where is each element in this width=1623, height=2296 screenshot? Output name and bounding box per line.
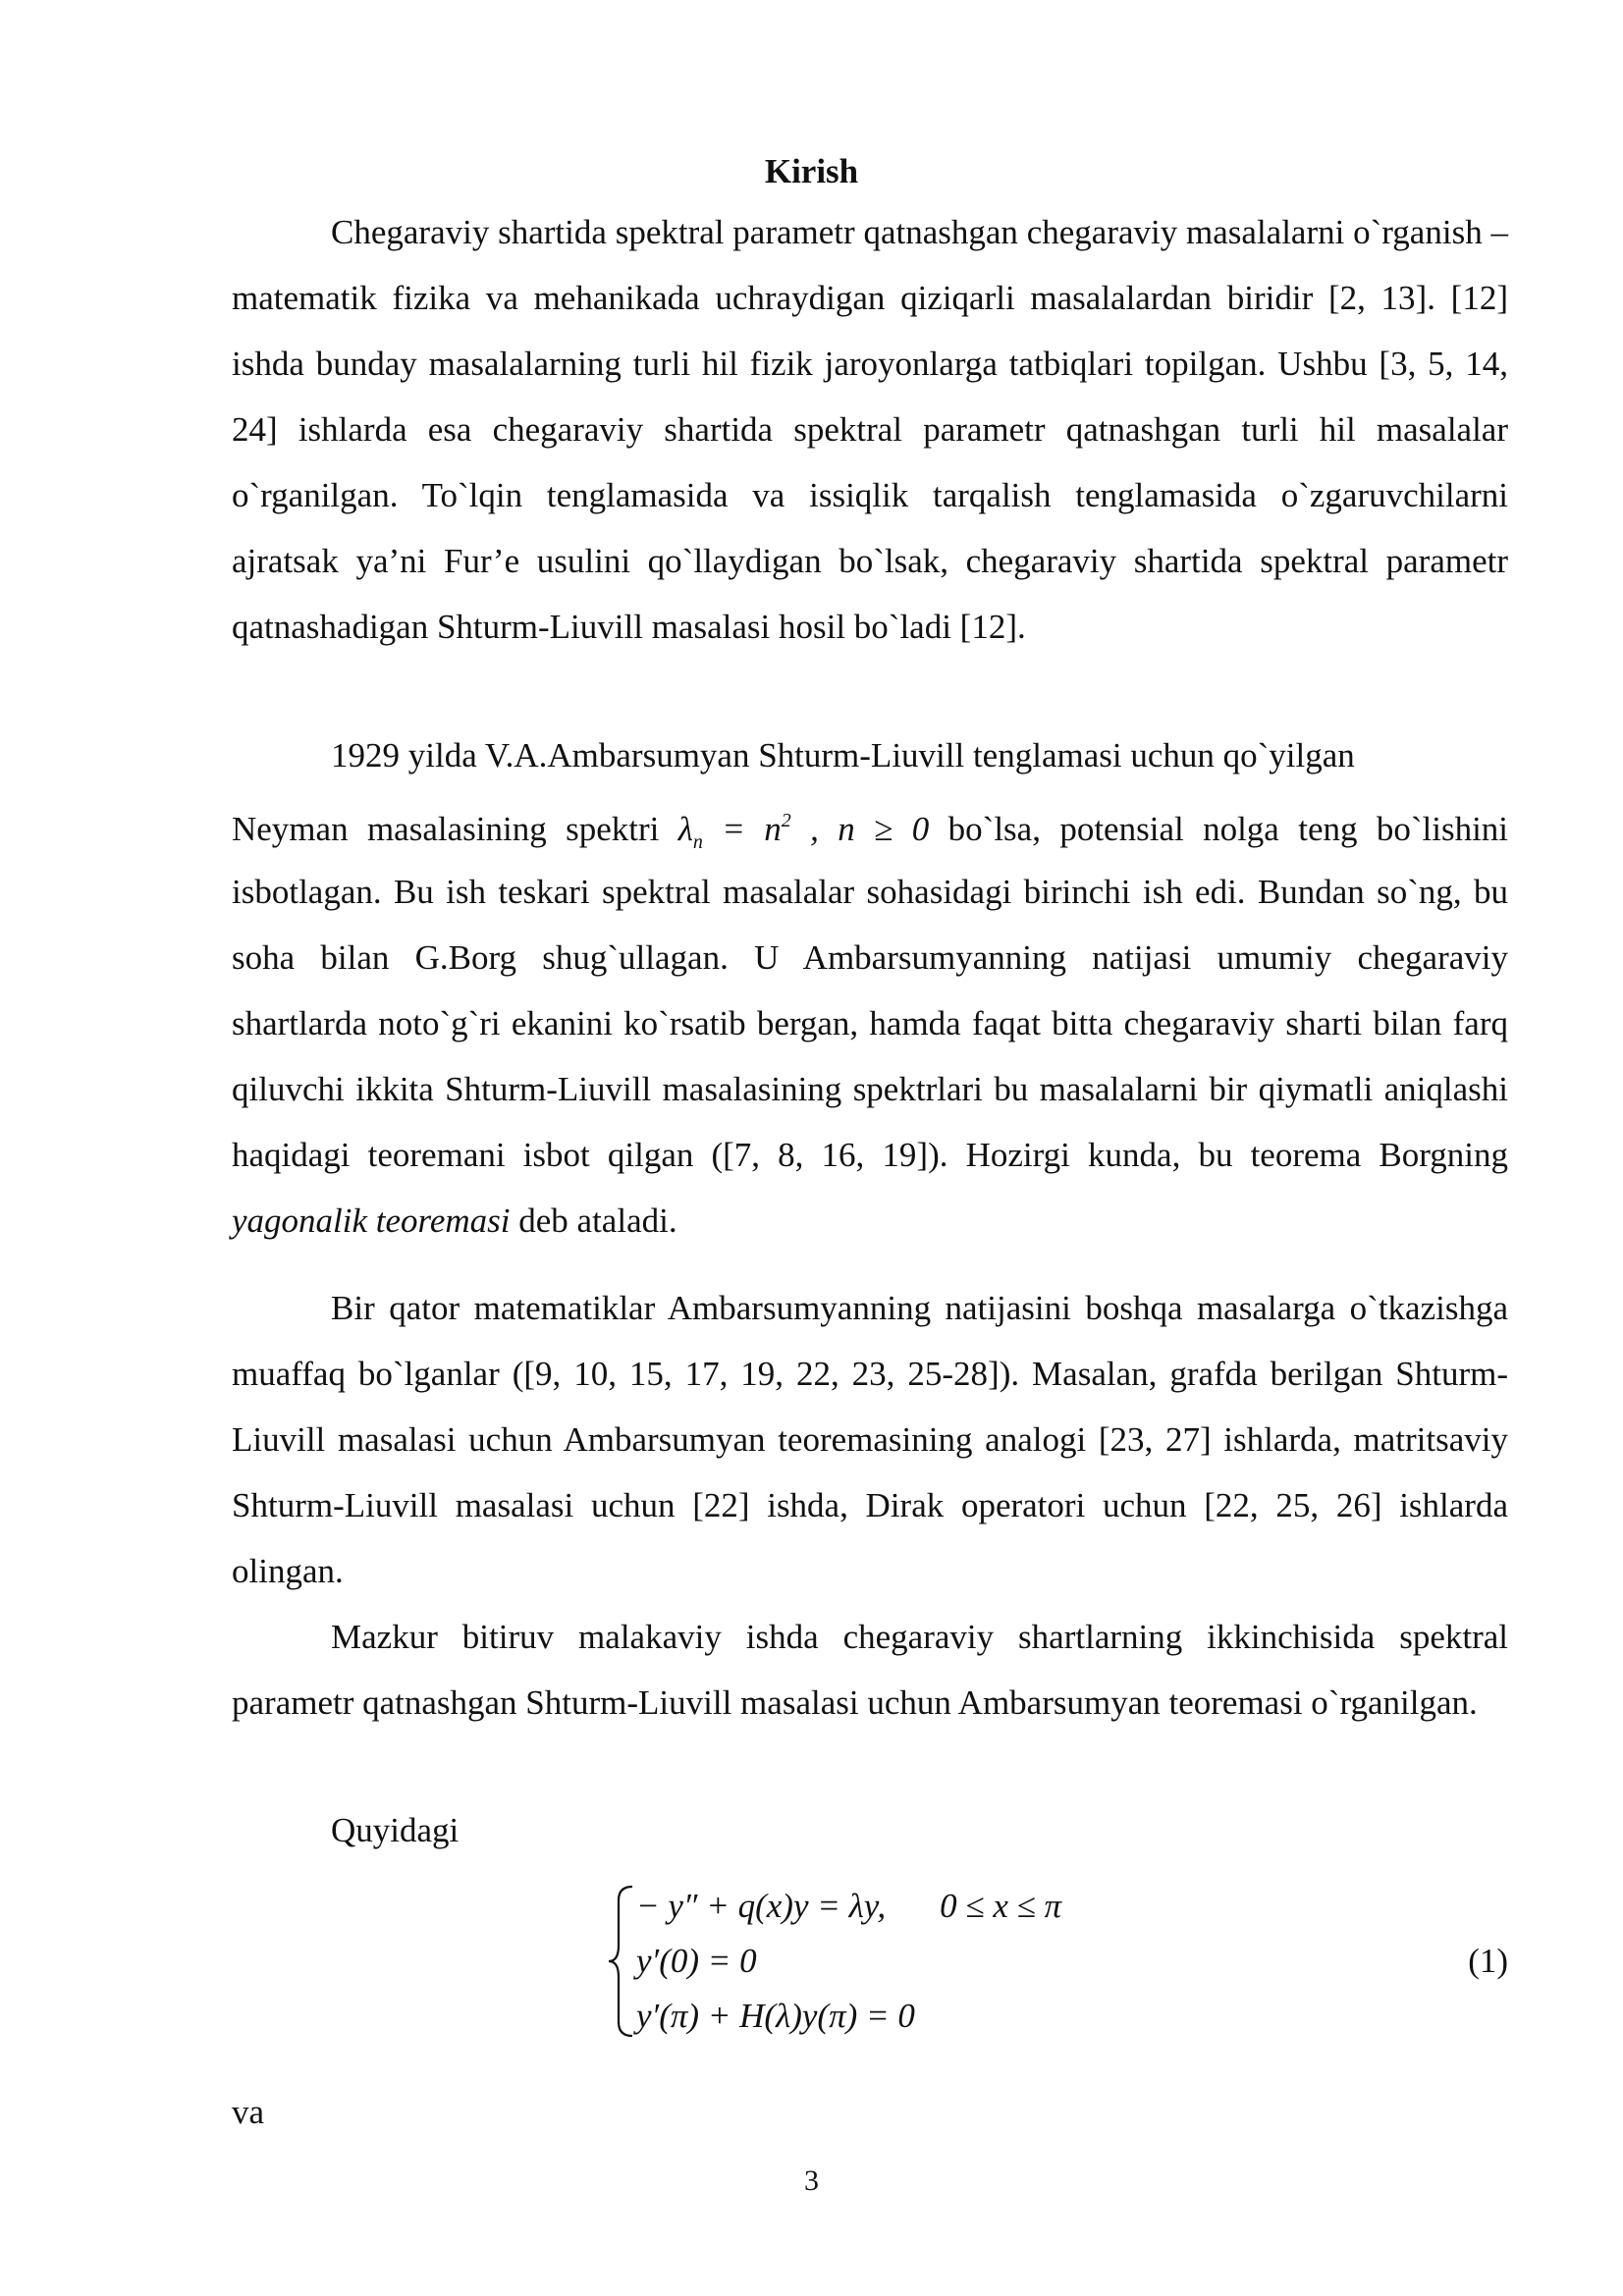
equation-line-1: − y″ + q(x)y = λy, 0 ≤ x ≤ π <box>636 1887 1062 1925</box>
equation-line-3: y′(π) + H(λ)y(π) = 0 <box>636 1997 915 2035</box>
paragraph-mathematicians-text: Bir qator matematiklar Ambarsumyanning natijasini boshqa masalarga o`tkazishga muaffaq bo`lganlar ([9, 10, 15, 17, 19, 22, 23, 25-28]). Masalan, grafda berilgan Shturm-Liuvill masalasi uchun Ambarsumyan teoremasining analogi [23, 27] ishlarda, matritsaviy Shturm-Liuvill masalasi uchun [22] ishda, Dirak operatori uchun [22, 25, 26] ishlarda olingan. <box>232 1289 1508 1590</box>
page-number: 3 <box>804 2164 819 2197</box>
paragraph-following: Quyidagi <box>331 1811 460 1849</box>
left-brace-icon <box>607 1883 636 2040</box>
paragraph-ambarsumyan-text: isbotlagan. Bu ish teskari spektral masalalar sohasidagi birinchi ish edi. Bundan so`ng, bu soha bilan G.Borg shug`ullagan. U Ambarsumyanning natijasi umumiy chegaraviy shartlarda noto`g`ri ekanini ko`rsatib bergan, hamda faqat bitta chegaraviy sharti bilan farq qiluvchi ikkita Shturm-Liuvill masalasining spektrlari bu masalalarni bir qiymatli aniqlashi haqidagi teoremani isbot qilgan ([7, 8, 16, 19]). Hozirgi kunda, bu teorema Borgning <box>232 873 1508 1174</box>
equation-condition: 0 ≤ x ≤ π <box>940 1887 1062 1925</box>
paragraph-intro-text: Chegaraviy shartida spektral parametr qatnashgan chegaraviy masalalarni o`rganish – matematik fizika va mehanikada uchraydigan qiziqarli masalalardan biridir [2, 13]. [12] ishda bunday masalalarning turli hil fizik jaroyonlarga tatbiqlari topilgan. Ushbu [3, 5, 14, 24] ishlarda esa chegaraviy shartida spektral parametr qatnashgan turli hil masalalar o`rganilgan. To`lqin tenglamasida va issiqlik tarqalish tenglamasida o`zgaruvchilarni ajratsak ya’ni Fur’e usulini qo`llaydigan bo`lsak, chegaraviy shartida spektral parametr qatnashadigan Shturm-Liuvill masalasi hosil bo`ladi [12]. <box>232 213 1508 646</box>
paragraph-ambarsumyan-rest <box>232 859 1508 1254</box>
paragraph-mathematicians <box>232 1275 1508 1604</box>
text-va: va <box>232 2093 265 2131</box>
equation-line-2: y′(0) = 0 <box>636 1942 757 1980</box>
paragraph-thesis-text: Mazkur bitiruv malakaviy ishda chegaraviy shartlarning ikkinchisida spektral parametr qatnashgan Shturm-Liuvill masalasi uchun Ambarsumyan teoremasi o`rganilgan. <box>232 1618 1508 1722</box>
paragraph-intro <box>232 199 1508 660</box>
paragraph-ambarsumyan-line1 <box>232 722 1508 788</box>
spectrum-formula: $\lambda_n = n^2$ , n ≥ 0 <box>677 810 930 853</box>
spectrum-text-before: Neyman masalasining spektri <box>232 810 660 848</box>
equation-system <box>607 1883 1157 2040</box>
spectrum-text-after: bo`lsa, potensial nolga teng bo`lishini <box>947 810 1509 848</box>
paragraph-thesis <box>232 1604 1508 1735</box>
equation-number: (1) <box>1468 1942 1508 1980</box>
uniqueness-theorem-term: yagonalik teoremasi <box>232 1201 511 1240</box>
paragraph-ambarsumyan-tail: deb ataladi. <box>518 1201 677 1240</box>
paragraph-ambarsumyan-line1-text: 1929 yilda V.A.Ambarsumyan Shturm-Liuvill tenglamasi uchun qo`yilgan <box>331 736 1355 774</box>
section-heading: Kirish <box>764 152 859 190</box>
